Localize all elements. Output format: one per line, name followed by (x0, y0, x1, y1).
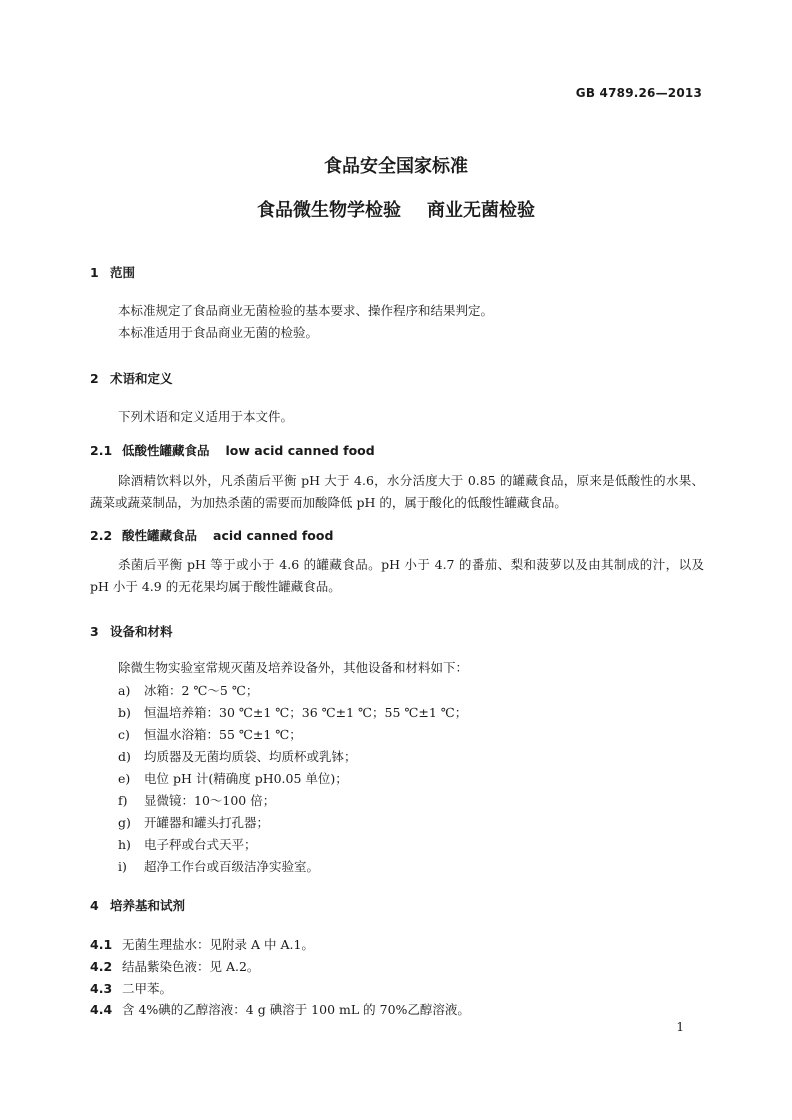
section-title: 设备和材料 (110, 624, 173, 639)
subsection-2-1-heading (90, 441, 375, 459)
section-1-paragraph-1: 本标准规定了食品商业无菌检验的基本要求、操作程序和结果判定。 (118, 303, 494, 318)
section-number: 4 (90, 898, 99, 913)
equipment-item: c) 恒温水浴箱：55 ℃±1 ℃； (118, 727, 302, 742)
document-title: 食品安全国家标准 (324, 156, 468, 177)
page-number: 1 (676, 1020, 684, 1034)
subsection-2-2-heading (90, 526, 333, 544)
equipment-item: b) 恒温培养箱：30 ℃±1 ℃；36 ℃±1 ℃；55 ℃±1 ℃； (118, 705, 468, 720)
reagent-item: 4.4 含 4%碘的乙醇溶液：4 g 碘溶于 100 mL 的 70%乙醇溶液。 (90, 1002, 470, 1017)
subsection-title-cn: 酸性罐藏食品 (122, 528, 198, 543)
reagent-item: 4.3 二甲苯。 (90, 981, 173, 996)
section-3-heading (90, 622, 173, 640)
subsection-number: 2.2 (90, 528, 113, 543)
section-2-paragraph: 下列术语和定义适用于本文件。 (118, 409, 294, 424)
equipment-item: h) 电子秤或台式天平； (118, 837, 257, 852)
section-number: 1 (90, 265, 99, 280)
equipment-item: a) 冰箱：2 ℃～5 ℃； (118, 683, 259, 698)
equipment-item: e) 电位 pH 计(精确度 pH0.05 单位)； (118, 771, 348, 786)
section-number: 3 (90, 624, 99, 639)
equipment-item: f) 显微镜：10～100 倍； (118, 793, 276, 808)
subtitle-part-1: 食品微生物学检验 (257, 200, 401, 221)
equipment-item: i) 超净工作台或百级洁净实验室。 (118, 859, 320, 874)
section-1-heading (90, 263, 135, 281)
section-title: 范围 (110, 265, 136, 280)
subsection-title-en: acid canned food (213, 528, 334, 543)
document-subtitle (0, 196, 792, 222)
subtitle-part-2: 商业无菌检验 (427, 200, 535, 221)
equipment-item: g) 开罐器和罐头打孔器； (118, 815, 270, 830)
section-3-intro: 除微生物实验室常规灭菌及培养设备外，其他设备和材料如下： (118, 660, 469, 675)
reagent-item: 4.2 结晶紫染色液：见 A.2。 (90, 959, 260, 974)
section-4-heading (90, 896, 185, 914)
reagent-item: 4.1 无菌生理盐水：见附录 A 中 A.1。 (90, 937, 314, 952)
section-number: 2 (90, 371, 99, 386)
subsection-title-cn: 低酸性罐藏食品 (122, 443, 210, 458)
standard-number: GB 4789.26—2013 (575, 86, 702, 100)
section-title: 培养基和试剂 (110, 898, 186, 913)
equipment-item: d) 均质器及无菌均质袋、均质杯或乳钵； (118, 749, 357, 764)
subsection-2-1-text: 除酒精饮料以外，凡杀菌后平衡 pH 大于 4.6，水分活度大于 0.85 的罐藏食品，原来是低酸性的水果、蔬菜或蔬菜制品，为加热杀菌的需要而加酸降低 pH 的，属于酸化的低酸性罐藏食品。 (90, 473, 704, 510)
subsection-number: 2.1 (90, 443, 113, 458)
subsection-2-2-text: 杀菌后平衡 pH 等于或小于 4.6 的罐藏食品。pH 小于 4.7 的番茄、梨和菠萝以及由其制成的汁，以及 pH 小于 4.9 的无花果均属于酸性罐藏食品。 (90, 557, 704, 594)
section-1-paragraph-2: 本标准适用于食品商业无菌的检验。 (118, 325, 319, 340)
section-title: 术语和定义 (110, 371, 173, 386)
section-2-heading (90, 369, 173, 387)
subsection-title-en: low acid canned food (225, 443, 375, 458)
